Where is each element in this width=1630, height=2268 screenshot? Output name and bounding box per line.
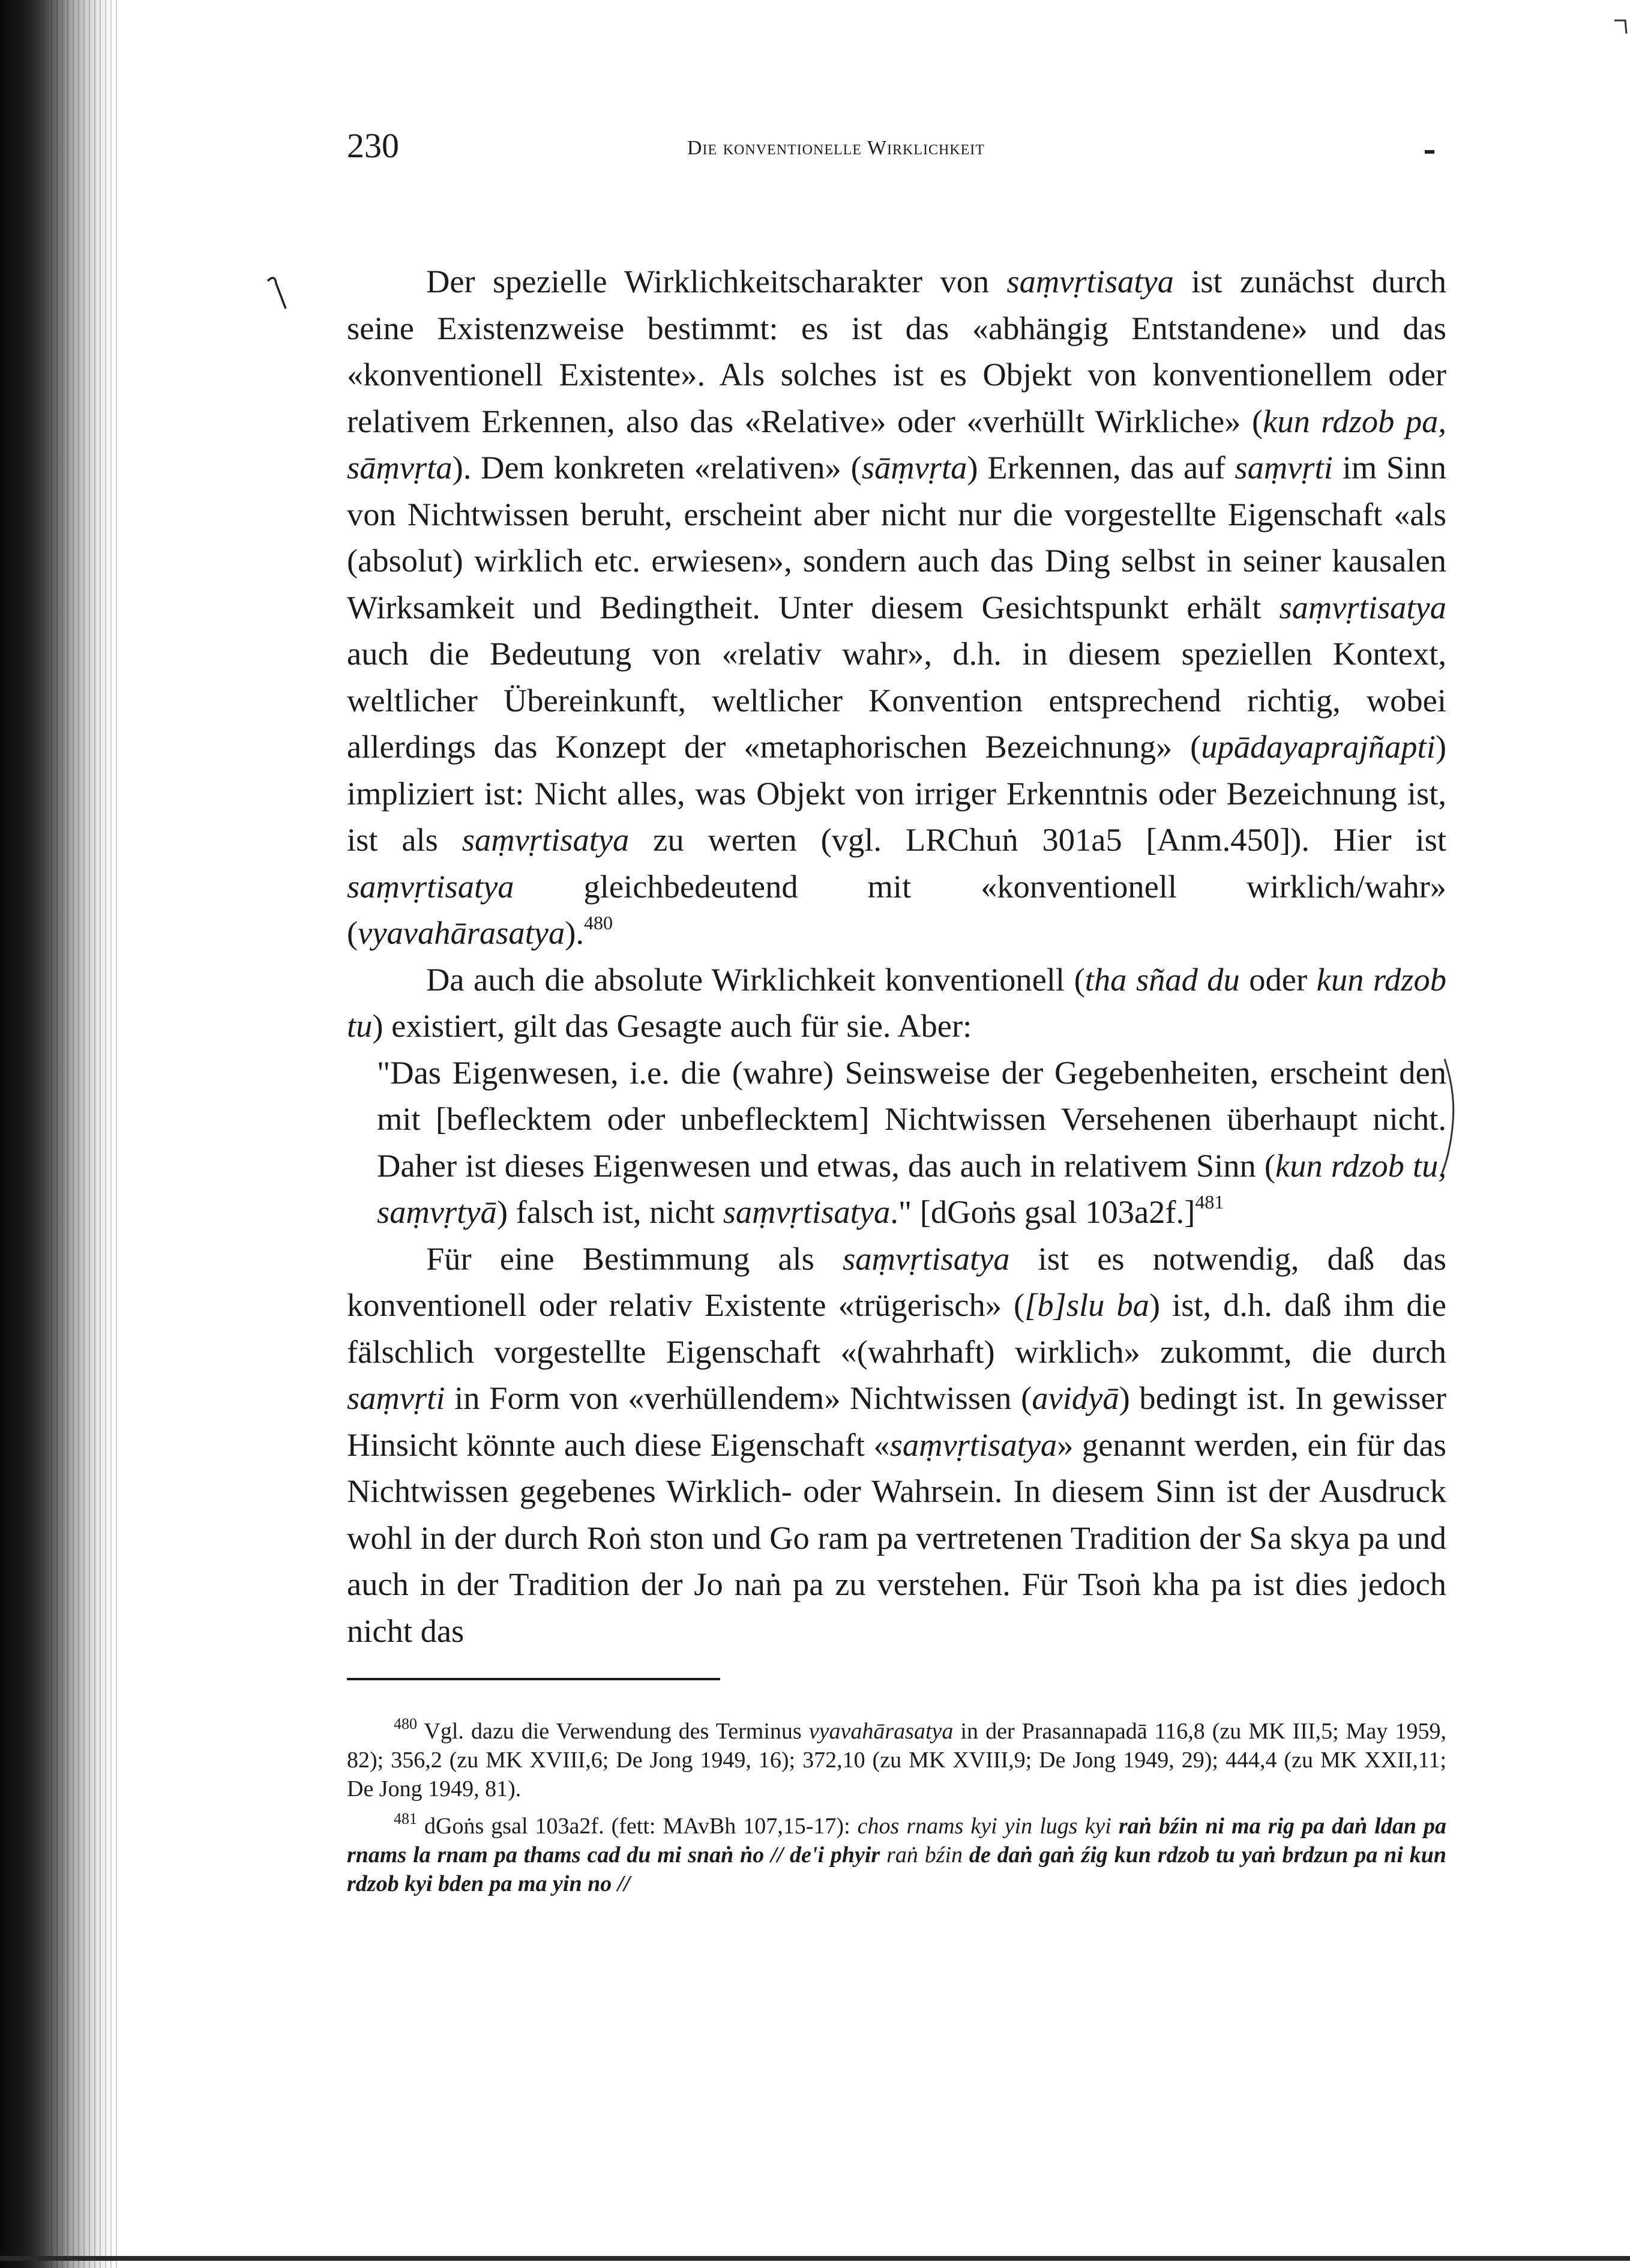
footnote-481: $^{481}$ dGoṅs gsal 103a2f. (fett: MAvBh 107,15-17): chos rnams kyi yin lugs kyi raṅ bźin ni ma rig pa daṅ ldan pa rnams la rnam pa thams cad du mi snaṅ ṅo // de'i phyir raṅ bźin de daṅ gaṅ źig kun rdzob tu yaṅ brdzun pa ni kun rdzob kyi bden pa ma yin no // xyxy=(347,1810,1446,1896)
scan-bottom-edge xyxy=(0,2256,1630,2261)
main-text xyxy=(347,258,1446,1654)
footnotes xyxy=(347,1717,1446,1907)
book-spine-texture xyxy=(51,0,117,2268)
paragraph-3: Für eine Bestimmung als saṃvṛtisatya ist es notwendig, daß das konventionell oder relativ Existente «trügerisch» ([b]slu ba) ist, d.h. daß ihm die fälschlich vorgestellte Eigenschaft «(wahrhaft) wirklich» zukommt, die durch saṃvṛti in Form von «verhüllendem» Nichtwissen (avidyā) bedingt ist. In gewisser Hinsicht könnte auch diese Eigenschaft «saṃvṛtisatya» genannt werden, ein für das Nichtwissen gegebenes Wirklich- oder Wahrsein. In diesem Sinn ist der Ausdruck wohl in der durch Roṅ ston und Go ram pa vertretenen Tradition der Sa skya pa und auch in der Tradition der Jo naṅ pa zu verstehen. Für Tsoṅ kha pa ist dies jedoch nicht das xyxy=(347,1240,1446,1649)
page-header xyxy=(347,125,1445,167)
paragraph-1: Der spezielle Wirklichkeitscharakter von saṃvṛtisatya ist zunächst durch seine Existenzweise bestimmt: es ist das «abhängig Entstandene» und das «konventionell Existente». Als solches ist es Objekt von konventionellem oder relativem Erkennen, also das «Relative» oder «verhüllt Wirkliche» (kun rdzob pa, sāṃvṛta). Dem konkreten «relativen» (sāṃvṛta) Erkennen, das auf saṃvṛti im Sinn von Nichtwissen beruht, erscheint aber nicht nur die vorgestellte Eigenschaft «als (absolut) wirklich etc. erwiesen», sondern auch das Ding selbst in seiner kausalen Wirksamkeit und Bedingtheit. Unter diesem Gesichtspunkt erhält saṃvṛtisatya auch die Bedeutung von «relativ wahr», d.h. in diesem speziellen Kontext, weltlicher Übereinkunft, weltlicher Konvention entsprechend richtig, wobei allerdings das Konzept der «metaphorischen Bezeichnung» (upādayaprajñapti) impliziert ist: Nicht alles, was Objekt von irriger Erkenntnis oder Bezeichnung ist, ist als saṃvṛtisatya zu werten (vgl. LRChuṅ 301a5 [Anm.450]). Hier ist saṃvṛtisatya gleichbedeutend mit «konventionell wirklich/wahr» (vyavahārasatya).$^{480}$ xyxy=(347,263,1446,951)
running-title: Die konventionelle Wirklichkeit xyxy=(687,137,985,159)
margin-pencil-mark xyxy=(265,269,289,317)
corner-scan-mark xyxy=(1613,18,1628,36)
footnote-ref-481[interactable]: 481 xyxy=(1195,1191,1224,1213)
block-quote: "Das Eigenwesen, i.e. die (wahre) Seinsweise der Gegebenheiten, erscheint den mit [beflecktem oder unbeflecktem] Nichtwissen Versehenen überhaupt nicht. Daher ist dieses Eigenwesen und etwas, das auch in relativem Sinn (kun rdzob tu, saṃvṛtyā) falsch ist, nicht saṃvṛtisatya." [dGoṅs gsal 103a2f.]$^{481}$ xyxy=(377,1054,1446,1230)
header-dash-mark xyxy=(1425,150,1434,154)
footnote-separator xyxy=(347,1678,720,1680)
footnote-ref-480[interactable]: 480 xyxy=(584,912,613,933)
page-number: 230 xyxy=(347,126,399,165)
paragraph-2: Da auch die absolute Wirklichkeit konventionell (tha sñad du oder kun rdzob tu) existiert, gilt das Gesagte auch für sie. Aber: xyxy=(347,961,1446,1044)
footnote-480: $^{480}$ Vgl. dazu die Verwendung des Terminus vyavahārasatya in der Prasannapadā 116,8 (zu MK III,5; May 1959, 82); 356,2 (zu MK XVIII,6; De Jong 1949, 16); 372,10 (zu MK XVIII,9; De Jong 1949, 29); 444,4 (zu MK XXII,11; De Jong 1949, 81). xyxy=(347,1715,1446,1802)
